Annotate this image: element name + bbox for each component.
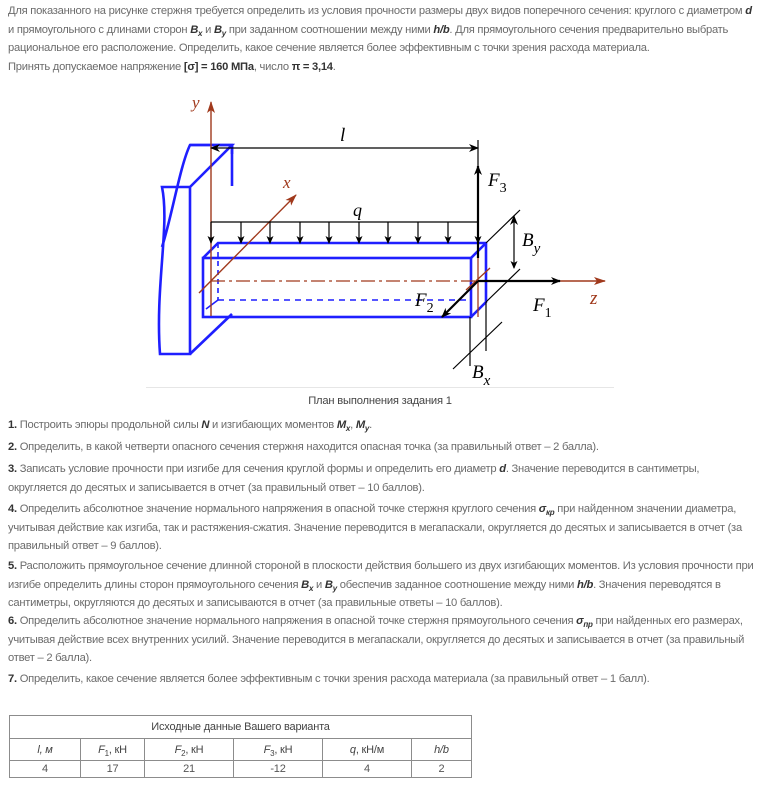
value-q: 4 <box>323 761 412 778</box>
figure-caption: План выполнения задания 1 <box>308 395 452 407</box>
step-1: 1. Построить эпюры продольной силы N и изгибающих моментов $M_x$, $M_y$. <box>8 419 372 433</box>
diameter-symbol: d <box>499 463 506 475</box>
y-axis-label: y <box>192 93 200 112</box>
table-title: Исходные данные Вашего варианта <box>10 716 472 739</box>
step-number: 2. <box>8 441 17 453</box>
variant-data-table <box>9 715 472 778</box>
divider <box>146 387 614 388</box>
step-6: 6. Определить абсолютное значение нормального напряжения в опасной точке стержня прямоугольного сечения $\sigma_{пр}$ при найденных его размерах, учитывая действие всех внутренних усилий. Значение переводится в мегапаскали, округляется до десятых и записывается в отчет (за правильный ответ – 2 балла). <box>8 615 745 665</box>
value-ratio: 2 <box>412 761 472 778</box>
x-axis <box>199 173 296 293</box>
bx-symbol: $B_x$ <box>190 23 203 38</box>
by-symbol: $B_y$ <box>213 23 226 38</box>
value-length: 4 <box>10 761 81 778</box>
force-f1 <box>478 281 560 321</box>
value-f1: 17 <box>81 761 145 778</box>
step-2: 2. Определить, в какой четверти опасного сечения стержня находится опасная точка (за правильный ответ – 2 балла). <box>8 441 599 453</box>
step-number: 5. <box>8 560 17 572</box>
sigma-rect-symbol: $\sigma_{пр}$ <box>576 615 593 629</box>
ratio-symbol: h/b <box>577 578 594 591</box>
load-label: q <box>353 200 362 220</box>
allowable-stress-line: Принять допускаемое напряжение [σ] = 160 МПа, число π = 3,14. <box>8 61 336 73</box>
intro-paragraph: Для показанного на рисунке стержня требуется определить из условия прочности размеры двух видов поперечного сечения: круглого с диаметром d и прямоугольного с длинами сторон $B_x$ и $B_y$ при заданном соотношении между ними h/b. Для прямоугольного сечения предварительно выбрать рациональное его расположение. Определить, какое сечение является более эффективным с точки зрения расхода материала. <box>8 5 752 55</box>
allowable-stress-value: [σ] = 160 МПа <box>183 61 254 73</box>
step-4: 4. Определить абсолютное значение нормального напряжения в опасной точке стержня круглого сечения $\sigma_{кр}$ при найденном значении диаметра, учитывая действие как изгиба, так и растяжения-сжатия. Значение переводится в мегапаскали, округляется до десятых и записывается в отчет (за правильный ответ – 9 баллов). <box>8 503 742 553</box>
by-label: $B_y$ <box>522 230 541 257</box>
bx-label: $B_x$ <box>472 362 491 386</box>
header-f1: $F_1$, кН <box>81 739 145 761</box>
value-f3: -12 <box>234 761 323 778</box>
step-number: 1. <box>8 419 17 431</box>
distributed-load <box>211 200 478 243</box>
header-length: l, м <box>10 739 81 761</box>
mx-symbol: $M_x$ <box>336 419 351 433</box>
intro-text: и прямоугольного с длинами сторон <box>8 23 191 36</box>
sigma-round-symbol: $\sigma_{кр}$ <box>538 503 555 517</box>
ratio-symbol: h/b <box>433 23 450 36</box>
length-dimension <box>211 125 478 186</box>
intro-text: Для показанного на рисунке стержня требуется определить из условия прочности размеры двух видов поперечного сечения: круглого с диаметром <box>8 5 746 17</box>
step-number: 7. <box>8 673 17 685</box>
step-7: 7. Определить, какое сечение является более эффективным с точки зрения расхода материала (за правильный ответ – 1 балл). <box>8 673 650 685</box>
f3-label: $F_3$ <box>488 170 507 196</box>
value-f2: 21 <box>145 761 234 778</box>
beam-diagram <box>150 86 620 386</box>
header-f3: $F_3$, кН <box>234 739 323 761</box>
table-row <box>10 761 472 778</box>
step-5: 5. Расположить прямоугольное сечение длинной стороной в плоскости действия большего из двух изгибающих моментов. Из условия прочности при изгибе определить длины сторон прямоугольного сечения $B_x$ и $B_y$ обеспечив заданное соотношение между ними h/b. Значения переводятся в сантиметры, округляются до десятых и записываются в отчет (за правильные ответы – 10 баллов). <box>8 560 754 610</box>
n-symbol: N <box>201 419 210 431</box>
beam <box>203 243 486 317</box>
header-q: q, кН/м <box>323 739 412 761</box>
step-number: 6. <box>8 615 17 627</box>
by-dimension <box>486 210 541 302</box>
length-label: l <box>340 125 346 146</box>
force-f2 <box>414 281 478 317</box>
header-f2: $F_2$, кН <box>145 739 234 761</box>
y-axis <box>190 93 211 316</box>
step-3: 3. Записать условие прочности при изгибе для сечения круглой формы и определить его диаметр d. Значение переводится в сантиметры, округляется до десятых и записывается в отчет (за правильный ответ – 10 баллов). <box>8 463 700 494</box>
f2-label: $F_2$ <box>415 290 434 316</box>
step-number: 3. <box>8 463 17 475</box>
pi-value: π = 3,14 <box>291 61 333 73</box>
by-symbol: $B_y$ <box>324 578 337 593</box>
header-ratio: h/b <box>412 739 472 761</box>
my-symbol: $M_y$ <box>355 419 370 433</box>
z-axis-label: z <box>590 288 598 309</box>
x-axis-label: x <box>283 173 291 192</box>
step-number: 4. <box>8 503 17 515</box>
f1-label: $F_1$ <box>533 295 552 321</box>
wall-support <box>159 145 232 354</box>
bx-symbol: $B_x$ <box>301 578 314 593</box>
table-header-row <box>10 739 472 761</box>
diameter-symbol: d <box>745 5 752 17</box>
